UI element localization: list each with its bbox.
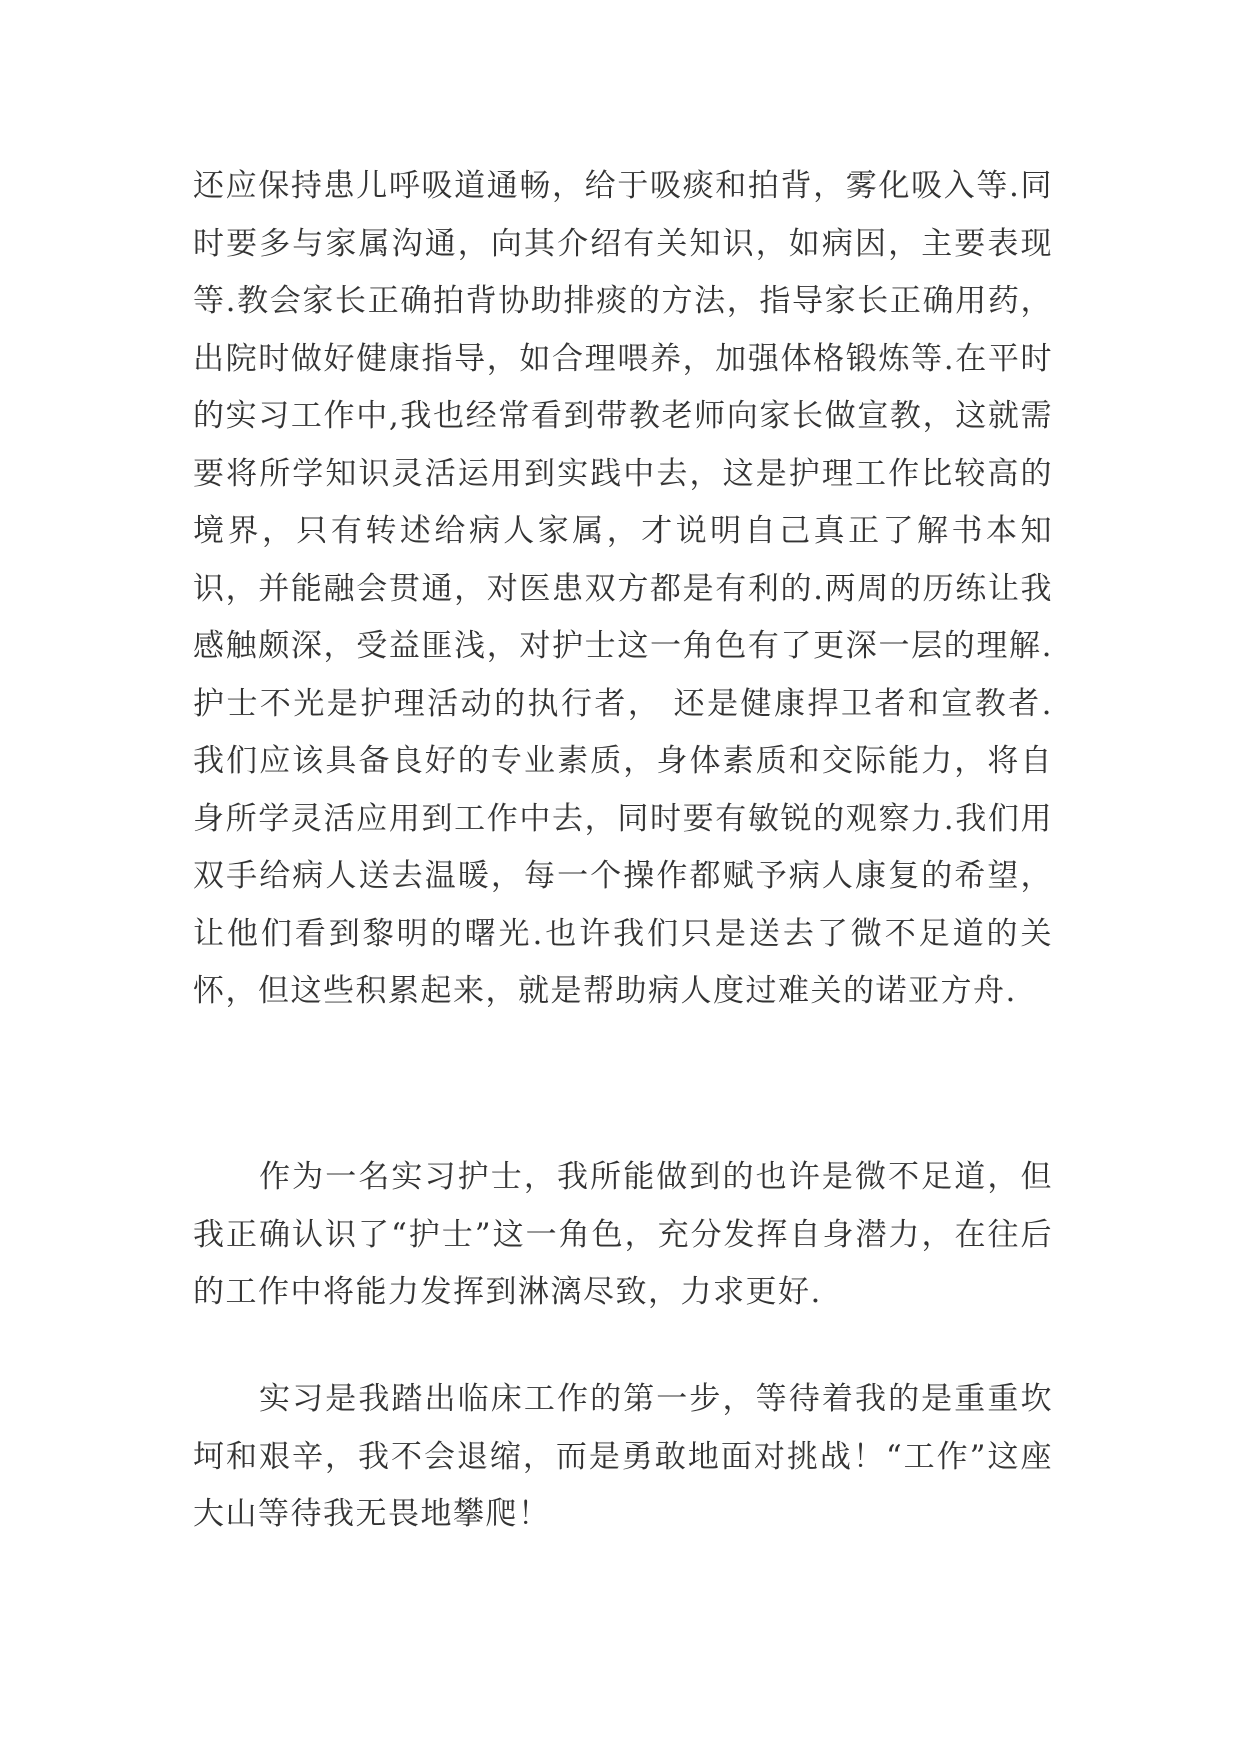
body-paragraph-3: 实习是我踏出临床工作的第一步，等待着我的是重重坎坷和艰辛，我不会退缩，而是勇敢地面对挑战！“工作”这座大山等待我无畏地攀爬！ (193, 1381, 1053, 1532)
body-paragraph-2: 作为一名实习护士，我所能做到的也许是微不足道，但我正确认识了“护士”这一角色，充分发挥自身潜力，在往后的工作中将能力发挥到淋漓尽致，力求更好. (193, 1159, 1053, 1310)
body-paragraph-1: 还应保持患儿呼吸道通畅，给于吸痰和拍背，雾化吸入等.同时要多与家属沟通，向其介绍有关知识，如病因，主要表现等.教会家长正确拍背协助排痰的方法，指导家长正确用药，出院时做好健康指导，如合理喂养，加强体格锻炼等.在平时的实习工作中,我也经常看到带教老师向家长做宣教，这就需要将所学知识灵活运用到实践中去，这是护理工作比较高的境界，只有转述给病人家属，才说明自己真正了解书本知识，并能融会贯通，对医患双方都是有利的.两周的历练让我感触颇深，受益匪浅，对护士这一角色有了更深一层的理解.护士不光是护理活动的执行者， 还是健康捍卫者和宣教者.我们应该具备良好的专业素质，身体素质和交际能力，将自身所学灵活应用到工作中去，同时要有敏锐的观察力.我们用双手给病人送去温暖，每一个操作都赋予病人康复的希望，让他们看到黎明的曙光.也许我们只是送去了微不足道的关怀，但这些积累起来，就是帮助病人度过难关的诺亚方舟. (193, 168, 1053, 1009)
